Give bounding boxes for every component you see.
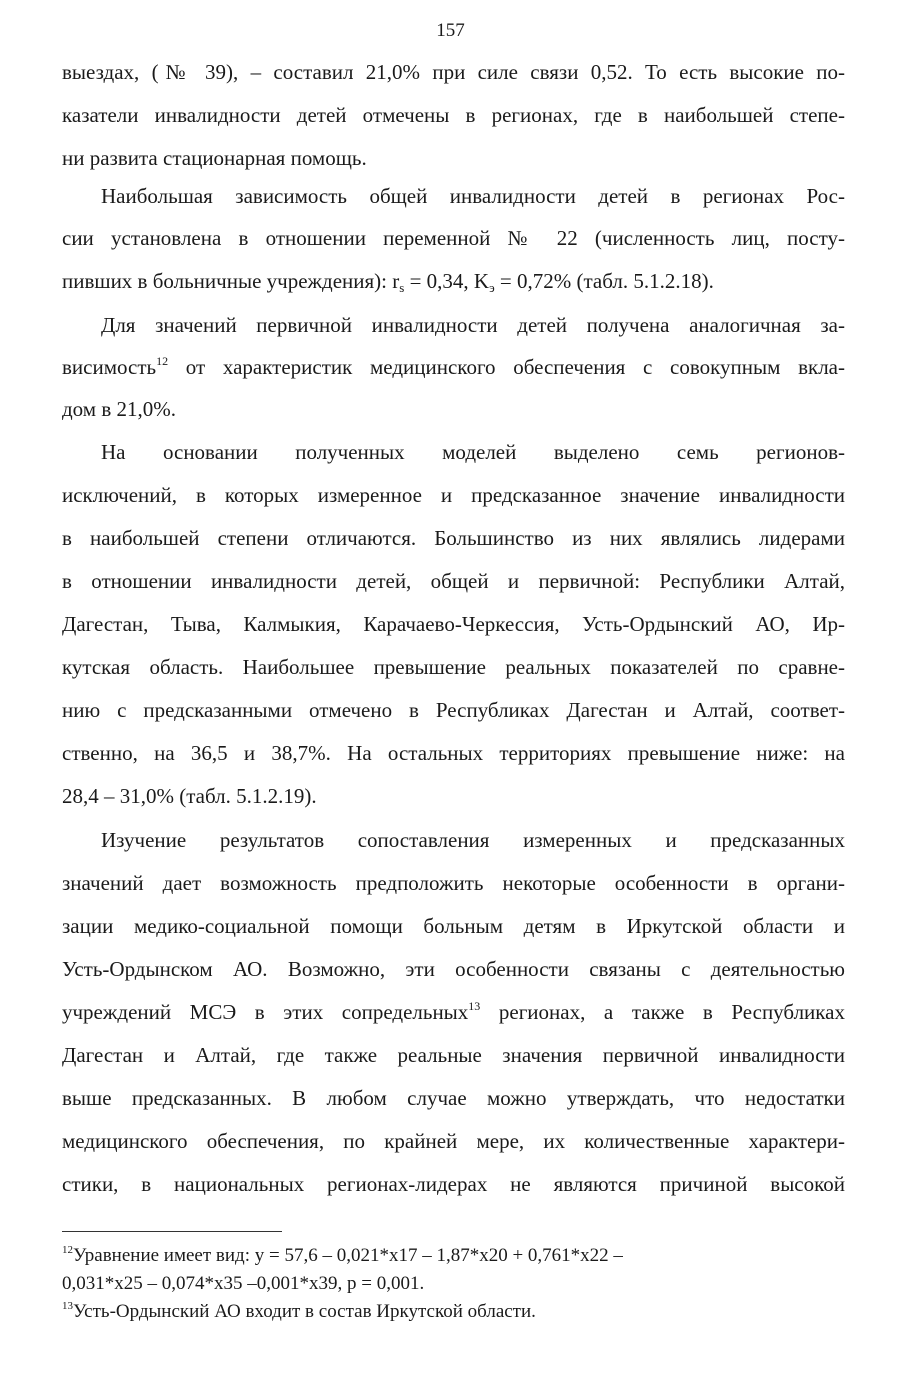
- text-span: учреждений МСЭ в этих сопредельных: [62, 1000, 469, 1024]
- footnote-continuation: 0,031*x25 – 0,074*x35 –0,001*x39, p = 0,001.: [62, 1273, 425, 1294]
- paragraph-first-line: Изучение результатов сопоставления измеренных и предсказанных: [101, 828, 845, 852]
- text-line: в наибольшей степени отличаются. Большинство из них являлись лидерами: [62, 526, 845, 550]
- footnote: [62, 1241, 845, 1271]
- text-line: [62, 352, 845, 382]
- footnote-mark: 12: [62, 1244, 73, 1256]
- text-line: в отношении инвалидности детей, общей и первичной: Республики Алтай,: [62, 569, 845, 593]
- text-line: медицинского обеспечения, по крайней мере, их количественные характери-: [62, 1129, 845, 1153]
- text-span: висимость: [62, 355, 157, 379]
- text-line: кутская область. Наибольшее превышение реальных показателей по сравне-: [62, 655, 845, 679]
- text-line: [62, 266, 845, 296]
- footnote-text: Уравнение имеет вид: y = 57,6 – 0,021*x17 – 1,87*x20 + 0,761*x22 –: [73, 1245, 623, 1266]
- paragraph-first-line: Для значений первичной инвалидности детей получена аналогичная за-: [101, 313, 845, 337]
- subscript: э: [489, 280, 495, 295]
- text-line: нию с предсказанными отмечено в Республиках Дагестан и Алтай, соответ-: [62, 698, 845, 722]
- text-line: [62, 997, 845, 1027]
- text-line: ственно, на 36,5 и 38,7%. На остальных территориях превышение ниже: на: [62, 741, 845, 765]
- text-span: от характеристик медицинского обеспечения с совокупным вкла-: [168, 355, 845, 379]
- text-line: исключений, в которых измеренное и предсказанное значение инвалидности: [62, 483, 845, 507]
- text-line: значений дает возможность предположить некоторые особенности в органи-: [62, 871, 845, 895]
- paragraph-first-line: На основании полученных моделей выделено семь регионов-: [101, 440, 845, 464]
- text-span: = 0,72% (табл. 5.1.2.18).: [494, 269, 714, 293]
- paragraph-first-line: Наибольшая зависимость общей инвалидности детей в регионах Рос-: [101, 184, 845, 208]
- text-line: выездах, (№ 39), – составил 21,0% при силе связи 0,52. То есть высокие по-: [62, 60, 845, 84]
- text-line: казатели инвалидности детей отмечены в регионах, где в наибольшей степе-: [62, 103, 845, 127]
- text-span: = 0,34, K: [404, 269, 490, 293]
- text-line: Дагестан и Алтай, где также реальные значения первичной инвалидности: [62, 1043, 845, 1067]
- footnote-separator: [62, 1231, 282, 1232]
- text-line: Дагестан, Тыва, Калмыкия, Карачаево-Черкессия, Усть-Ордынский АО, Ир-: [62, 612, 845, 636]
- text-line: стики, в национальных регионах-лидерах не являются причиной высокой: [62, 1172, 845, 1196]
- subscript: s: [399, 280, 405, 295]
- text-line: зации медико-социальной помощи больным детям в Иркутской области и: [62, 914, 845, 938]
- text-line: сии установлена в отношении переменной № 22 (численность лиц, посту-: [62, 226, 845, 250]
- footnote-text: Усть-Ордынский АО входит в состав Иркутской области.: [73, 1301, 536, 1322]
- text-span: регионах, а также в Республиках: [480, 1000, 845, 1024]
- text-line: Усть-Ордынском АО. Возможно, эти особенности связаны с деятельностью: [62, 957, 845, 981]
- text-span: пивших в больничные учреждения): r: [62, 269, 400, 293]
- page-number: 157: [436, 20, 465, 41]
- text-line: ни развита стационарная помощь.: [62, 146, 367, 170]
- text-line: дом в 21,0%.: [62, 397, 176, 421]
- footnote-ref: 12: [156, 354, 169, 368]
- text-line: 28,4 – 31,0% (табл. 5.1.2.19).: [62, 784, 317, 808]
- text-line: выше предсказанных. В любом случае можно утверждать, что недостатки: [62, 1086, 845, 1110]
- footnote-ref: 13: [468, 999, 481, 1013]
- footnote-mark: 13: [62, 1300, 73, 1312]
- footnote: [62, 1297, 845, 1327]
